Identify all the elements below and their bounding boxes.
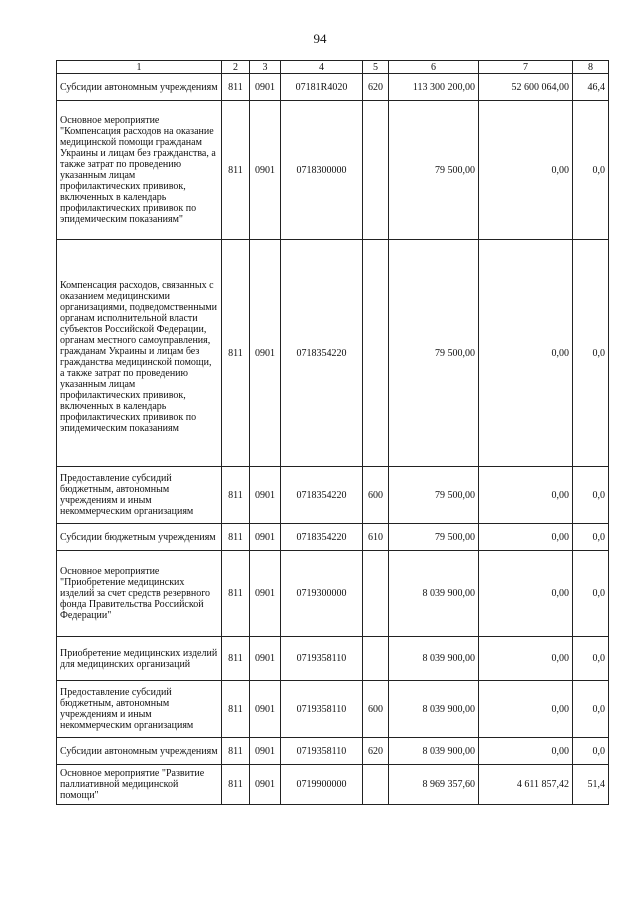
execution-percent-cell: 0,0 — [573, 637, 609, 681]
target-article-cell: 07181R4020 — [281, 74, 363, 101]
item-name-cell: Предоставление субсидий бюджетным, автономным учреждениям и иным некоммерческим организациям — [57, 681, 222, 738]
planned-amount-cell: 8 969 357,60 — [389, 765, 479, 805]
expense-type-cell: 620 — [363, 74, 389, 101]
section-code-cell: 0901 — [250, 765, 281, 805]
column-header: 1 — [57, 61, 222, 74]
table-row — [57, 101, 609, 240]
ministry-code-cell: 811 — [222, 738, 250, 765]
section-code-cell: 0901 — [250, 738, 281, 765]
item-name-cell: Субсидии автономным учреждениям — [57, 74, 222, 101]
section-code-cell: 0901 — [250, 637, 281, 681]
executed-amount-cell: 0,00 — [479, 524, 573, 551]
expense-type-cell — [363, 101, 389, 240]
target-article-cell: 0718354220 — [281, 524, 363, 551]
table-row — [57, 637, 609, 681]
target-article-cell: 0719900000 — [281, 765, 363, 805]
ministry-code-cell: 811 — [222, 765, 250, 805]
execution-percent-cell: 0,0 — [573, 240, 609, 467]
planned-amount-cell: 8 039 900,00 — [389, 551, 479, 637]
column-header: 4 — [281, 61, 363, 74]
item-name-cell: Основное мероприятие "Развитие паллиативной медицинской помощи" — [57, 765, 222, 805]
target-article-cell: 0718354220 — [281, 467, 363, 524]
ministry-code-cell: 811 — [222, 240, 250, 467]
execution-percent-cell: 0,0 — [573, 681, 609, 738]
column-header: 8 — [573, 61, 609, 74]
item-name-cell: Субсидии автономным учреждениям — [57, 738, 222, 765]
table-row — [57, 551, 609, 637]
ministry-code-cell: 811 — [222, 637, 250, 681]
execution-percent-cell: 46,4 — [573, 74, 609, 101]
page-number: 94 — [313, 31, 327, 46]
execution-percent-cell: 0,0 — [573, 524, 609, 551]
table-row — [57, 738, 609, 765]
executed-amount-cell: 0,00 — [479, 637, 573, 681]
expense-type-cell: 600 — [363, 681, 389, 738]
table-row — [57, 467, 609, 524]
item-name-cell: Компенсация расходов, связанных с оказанием медицинскими организациями, подведомственными органам исполнительной власти субъектов Российской Федерации, органам местного самоуправления, гражданам Украины и лицам без гражданства медицинской помощи, а также затрат по проведению указанным лицам профилактических прививок, включенных в календарь профилактических прививок по эпидемическим показаниям — [57, 240, 222, 467]
planned-amount-cell: 79 500,00 — [389, 467, 479, 524]
execution-percent-cell: 0,0 — [573, 101, 609, 240]
item-name-cell: Предоставление субсидий бюджетным, автономным учреждениям и иным некоммерческим организациям — [57, 467, 222, 524]
ministry-code-cell: 811 — [222, 74, 250, 101]
executed-amount-cell: 0,00 — [479, 681, 573, 738]
section-code-cell: 0901 — [250, 467, 281, 524]
target-article-cell: 0719358110 — [281, 681, 363, 738]
target-article-cell: 0718300000 — [281, 101, 363, 240]
executed-amount-cell: 0,00 — [479, 101, 573, 240]
table-row — [57, 765, 609, 805]
execution-percent-cell: 0,0 — [573, 738, 609, 765]
executed-amount-cell: 52 600 064,00 — [479, 74, 573, 101]
planned-amount-cell: 8 039 900,00 — [389, 637, 479, 681]
expense-type-cell: 600 — [363, 467, 389, 524]
section-code-cell: 0901 — [250, 551, 281, 637]
planned-amount-cell: 79 500,00 — [389, 101, 479, 240]
item-name-cell: Приобретение медицинских изделий для медицинских организаций — [57, 637, 222, 681]
expense-type-cell — [363, 240, 389, 467]
expense-type-cell: 620 — [363, 738, 389, 765]
planned-amount-cell: 113 300 200,00 — [389, 74, 479, 101]
executed-amount-cell: 0,00 — [479, 467, 573, 524]
budget-table — [56, 60, 609, 805]
item-name-cell: Субсидии бюджетным учреждениям — [57, 524, 222, 551]
section-code-cell: 0901 — [250, 74, 281, 101]
section-code-cell: 0901 — [250, 524, 281, 551]
target-article-cell: 0719358110 — [281, 738, 363, 765]
expense-type-cell — [363, 765, 389, 805]
target-article-cell: 0718354220 — [281, 240, 363, 467]
item-name-cell: Основное мероприятие "Приобретение медицинских изделий за счет средств резервного фонда Правительства Российской Федерации" — [57, 551, 222, 637]
ministry-code-cell: 811 — [222, 551, 250, 637]
executed-amount-cell: 0,00 — [479, 240, 573, 467]
target-article-cell: 0719358110 — [281, 637, 363, 681]
table-row — [57, 681, 609, 738]
execution-percent-cell: 51,4 — [573, 765, 609, 805]
section-code-cell: 0901 — [250, 101, 281, 240]
item-name-cell: Основное мероприятие "Компенсация расходов на оказание медицинской помощи гражданам Украины и лицам без гражданства, а также затрат по проведению указанным лицам профилактических прививок, включенных в календарь профилактических прививок по эпидемическим показаниям" — [57, 101, 222, 240]
planned-amount-cell: 79 500,00 — [389, 524, 479, 551]
table-row — [57, 240, 609, 467]
column-header: 2 — [222, 61, 250, 74]
executed-amount-cell: 0,00 — [479, 738, 573, 765]
expense-type-cell — [363, 551, 389, 637]
expense-type-cell — [363, 637, 389, 681]
column-header: 5 — [363, 61, 389, 74]
column-header: 7 — [479, 61, 573, 74]
expense-type-cell: 610 — [363, 524, 389, 551]
ministry-code-cell: 811 — [222, 467, 250, 524]
section-code-cell: 0901 — [250, 681, 281, 738]
ministry-code-cell: 811 — [222, 681, 250, 738]
column-header: 3 — [250, 61, 281, 74]
execution-percent-cell: 0,0 — [573, 551, 609, 637]
execution-percent-cell: 0,0 — [573, 467, 609, 524]
column-number-header-row — [57, 61, 609, 74]
ministry-code-cell: 811 — [222, 524, 250, 551]
column-header: 6 — [389, 61, 479, 74]
planned-amount-cell: 79 500,00 — [389, 240, 479, 467]
section-code-cell: 0901 — [250, 240, 281, 467]
executed-amount-cell: 4 611 857,42 — [479, 765, 573, 805]
table-row — [57, 74, 609, 101]
target-article-cell: 0719300000 — [281, 551, 363, 637]
executed-amount-cell: 0,00 — [479, 551, 573, 637]
planned-amount-cell: 8 039 900,00 — [389, 681, 479, 738]
table-row — [57, 524, 609, 551]
ministry-code-cell: 811 — [222, 101, 250, 240]
planned-amount-cell: 8 039 900,00 — [389, 738, 479, 765]
